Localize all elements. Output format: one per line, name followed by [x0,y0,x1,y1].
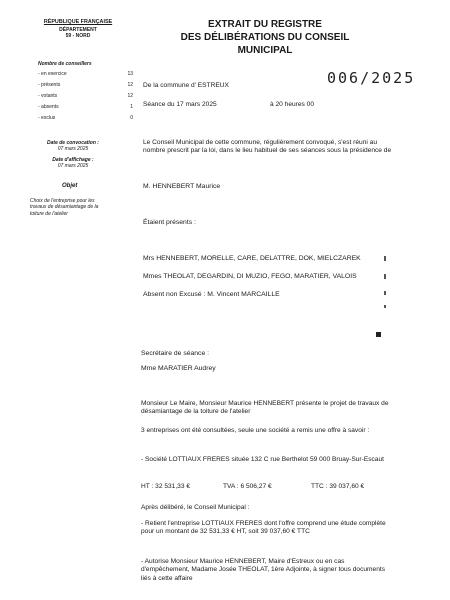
scan-mark [384,305,386,308]
seance-time: à 20 heures 00 [270,101,314,108]
conseillers-title: Nombre de conseillers [38,61,92,67]
seance-date: Séance du 17 mars 2025 [143,101,217,108]
departement-label: DÉPARTEMENT [59,27,97,33]
paragraph-projet: Monsieur Le Maire, Monsieur Maurice HENNEBERT présente le projet de travaux de désamiantage de la toiture de l'atelier [141,400,389,416]
conseillers-row-label: - absents [38,104,59,110]
scan-mark [384,274,386,279]
conseillers-row-value: 12 [127,93,133,99]
commune-line: De la commune d' ESTREUX [143,82,229,89]
seance-line [143,101,393,108]
decision-autorise: - Autorise Monsieur Maurice HENNEBERT, Maire d'Estreux ou en cas d'empêchement, Madame Josée THEOLAT, 1ère Adjointe, à signer tous documents liés à cette affaire [141,558,386,582]
conseillers-row [38,82,133,88]
objet-text: Choix de l'entreprise pour les travaux de désamiantage de la toiture de l'atelier [30,198,99,217]
document-title [150,18,380,57]
conseillers-row-value: 1 [130,104,133,110]
presents-women: Mmes THEOLAT, DEGARDIN, DI MUZIO, FEGO, MARATIER, VALOIS [143,273,357,280]
republique-label: RÉPUBLIQUE FRANÇAISE [43,19,113,25]
convocation-label: Date de convocation : [47,140,99,146]
scan-dot [376,332,381,337]
title-line-3: MUNICIPAL [237,45,293,56]
conseillers-row-label: - votants [38,93,58,99]
amount-tva: TVA : 6 506,27 € [223,483,272,490]
secretaire-name: Mme MARATIER Audrey [141,365,216,372]
affichage-date: 07 mars 2025 [57,163,89,169]
conseillers-row-value: 12 [127,82,133,88]
paragraph-consultation: 3 entreprises ont été consultées, seule une société a remis une offre à savoir : [141,427,370,434]
amount-ttc: TTC : 39 037,60 € [311,483,365,490]
absent-line: Absent non Excusé : M. Vincent MARCAILLE [143,291,280,298]
convocation-date: 07 mars 2025 [57,146,89,152]
decision-retient: - Retient l'entreprise LOTTIAUX FRERES dont l'offre comprend une étude complète pour un montant de 32 531,33 € HT, soit 39 037,60 € TTC [141,520,386,536]
objet-label: Objet [62,183,78,189]
conseillers-row-label: - en exercice [38,71,67,77]
title-line-2: DES DÉLIBÉRATIONS DU CONSEIL [180,32,350,43]
president-name: M. HENNEBERT Maurice [143,183,221,190]
apres-delibere: Après délibéré, le Conseil Municipal : [141,504,250,511]
scan-mark [384,256,386,261]
presents-men: Mrs HENNEBERT, MORELLE, CARE, DELATTRE, DOK, MIELCZAREK [143,255,361,262]
departement-code: 59 - NORD [65,33,91,39]
conseillers-row [38,71,133,77]
paragraph-societe: - Société LOTTIAUX FRERES située 132 C rue Berthelot 59 000 Bruay-Sur-Escaut [141,456,384,463]
conseillers-row-value: 13 [127,71,133,77]
conseillers-row-value: 0 [130,115,133,121]
scan-mark [384,291,386,295]
conseillers-row-label: - présents [38,82,61,88]
conseillers-row-label: - exclus [38,115,56,121]
amount-ht: HT : 32 531,33 € [141,483,190,490]
affichage-label: Date d'affichage : [52,157,94,163]
conseillers-row [38,93,133,99]
registry-stamp-number: 006/2025 [327,69,416,87]
presents-label: Étaient présents : [143,219,196,226]
intro-paragraph: Le Conseil Municipal de cette commune, régulièrement convoqué, s'est réuni au nombre prescrit par la loi, dans le lieu habituel de ses séances sous la présidence de [143,139,392,155]
conseillers-row [38,104,133,110]
title-line-1: EXTRAIT DU REGISTRE [208,19,322,30]
conseillers-row [38,115,133,121]
secretaire-label: Secrétaire de séance : [141,350,210,357]
